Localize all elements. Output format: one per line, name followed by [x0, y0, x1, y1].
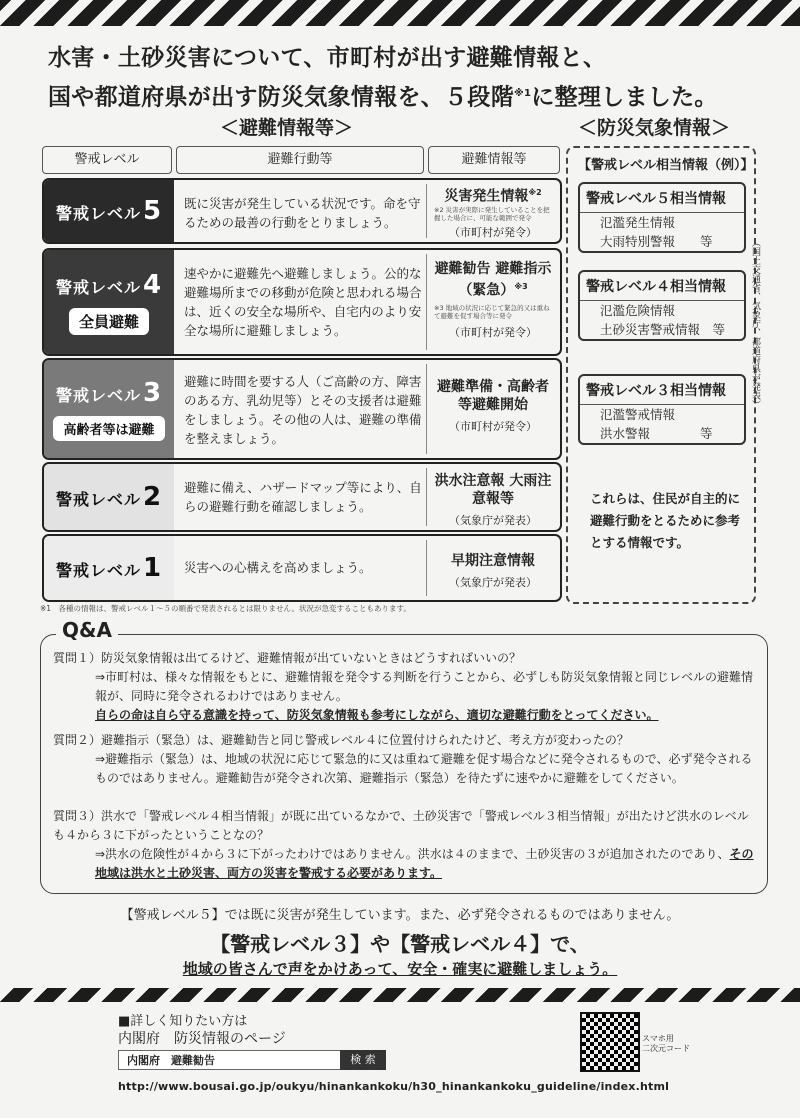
level-action: 避難に時間を要する人（ご高齢の方、障害のある方、乳幼児等）とその支援者は避難をしましょう。その他の人は、避難の準備を整えましょう。 [184, 374, 422, 446]
issuer-vertical-note: （国土交通省、気象庁、都道府県が発表） [750, 238, 760, 409]
search-button[interactable]: 検 索 [340, 1050, 386, 1070]
closing-line-3: 地域の皆さんで声をかけあって、安全・確実に避難しましょう。 [182, 960, 618, 978]
qr-label: スマホ用 二次元コード [642, 1034, 690, 1053]
qa-item-1: 質問１）防災気象情報は出てるけど、避難情報が出ていないときはどうすればいいの？ ⇒市町村は、様々な情報をもとに、避難情報を発令する判断を行うことから、必ずしも防災気象情報と同じレベルの避難情報が、同時に発令されるわけではありません。 自らの命は自ら守る意識を持って、防災気象情報も参考にしながら、適切な避難行動をとってください。 [53, 651, 754, 722]
qa-item-3: 質問３）洪水で「警戒レベル４相当情報」が既に出ているなかで、土砂災害で「警戒レベル３相当情報」が出たけど洪水のレベルも４から３に下がったということなの？ ⇒洪水の危険性が４から３に下がったわけではありません。洪水は４のままで、土砂災害の３が追加されたのであり、その地域は洪水と土砂災害、両方の災害を警戒する必要があります。 [53, 809, 754, 880]
level-badge: 全員避難 [69, 308, 149, 335]
section-title-evacuation: ＜避難情報等＞ [220, 117, 354, 139]
level-row-2 [42, 462, 562, 532]
level-action: 速やかに避難先へ避難しましょう。公的な避難場所までの移動が危険と思われる場合は、近くの安全な場所や、自宅内のより安全な場所に避難しましょう。 [184, 266, 422, 338]
equiv-box-level4: 警戒レベル４相当情報 氾濫危険情報 土砂災害警戒情報 等 [578, 270, 746, 341]
qr-code-icon [580, 1012, 640, 1072]
column-header-level: 警戒レベル [42, 146, 172, 174]
level-info: 避難準備・高齢者等避難開始 （市町村が発令） [437, 379, 549, 433]
level-row-3 [42, 358, 562, 460]
level-label: 警戒レベル2 [44, 464, 174, 530]
panel-heading: 【警戒レベル相当情報（例）】 [578, 158, 754, 173]
column-header-info: 避難情報等 [428, 146, 560, 174]
search-input[interactable]: 内閣府 避難勧告 [118, 1050, 348, 1070]
equiv-box-level5: 警戒レベル５相当情報 氾濫発生情報 大雨特別警報 等 [578, 182, 746, 253]
hazard-stripe-bottom [0, 988, 800, 1002]
panel-note: これらは、住民が自主的に避難行動をとるために参考とする情報です。 [590, 491, 741, 550]
level-action: 避難に備え、ハザードマップ等により、自らの避難行動を確認しましょう。 [184, 480, 422, 514]
level-action: 災害への心構えを高めましょう。 [184, 560, 372, 575]
hazard-stripe-top [0, 0, 800, 26]
level-label: 警戒レベル4 全員避難 [44, 250, 174, 354]
level-label: 警戒レベル3 高齢者等は避難 [44, 360, 174, 458]
section-title-weather: ＜防災気象情報＞ [578, 117, 731, 139]
page-name: 内閣府 防災情報のページ [118, 1031, 286, 1047]
level-label: 警戒レベル1 [44, 536, 174, 600]
footnote: ※1 各種の情報は、警戒レベル１～５の順番で発表されるとは限りません。状況が急変することもあります。 [40, 604, 411, 613]
level-info: 避難勧告 避難指示（緊急）$^{※3}$ ※3 地域の状況に応じて緊急的又は重ねて避難を促す場合等に発令 （市町村が発令） [434, 261, 552, 339]
qa-title: Q&A [56, 618, 118, 642]
headline: 水害・土砂災害について、市町村が出す避難情報と、 国や都道府県が出す防災気象情報を、５段階$^{※1}$に整理しました。 [48, 45, 718, 111]
equiv-box-level3: 警戒レベル３相当情報 氾濫警戒情報 洪水警報 等 [578, 374, 746, 445]
level-info: 洪水注意報 大雨注意報等 （気象庁が発表） [434, 473, 552, 527]
level-row-5 [42, 178, 562, 244]
level-badge: 高齢者等は避難 [53, 416, 164, 441]
level-action: 既に災害が発生している状況です。命を守るための最善の行動をとりましょう。 [184, 196, 421, 230]
level-info: 災害発生情報$^{※2}$ ※2 災害が実際に発生していることを把握した場合に、可能な範囲で発令 （市町村が発令） [434, 188, 550, 239]
qa-section [40, 634, 768, 894]
level-row-4 [42, 248, 562, 356]
column-header-action: 避難行動等 [176, 146, 424, 174]
closing-line-1: 【警戒レベル５】では既に災害が発生しています。また、必ず発令されるものではありません。 [120, 908, 680, 923]
level-label: 警戒レベル5 [44, 180, 174, 242]
level-info: 早期注意情報 （気象庁が発表） [449, 553, 537, 589]
qa-item-2: 質問２）避難指示（緊急）は、避難勧告と同じ警戒レベル４に位置付けられたけど、考え方が変わったの？ ⇒避難指示（緊急）は、地域の状況に応じて緊急的に又は重ねて避難を促す場合などに発令されるもので、必ず発令されるものではありません。避難勧告が発令され次第、避難指示（緊急）を待たずに速やかに避難をしてください。 [53, 733, 753, 785]
level-row-1 [42, 534, 562, 602]
closing-line-2: 【警戒レベル３】や【警戒レベル４】で、 [210, 932, 590, 956]
weather-info-panel [566, 146, 760, 604]
url-link[interactable]: http://www.bousai.go.jp/oukyu/hinankankoku/h30_hinankankoku_guideline/index.html [118, 1080, 670, 1093]
more-info-label: ■詳しく知りたい方は [118, 1014, 248, 1029]
